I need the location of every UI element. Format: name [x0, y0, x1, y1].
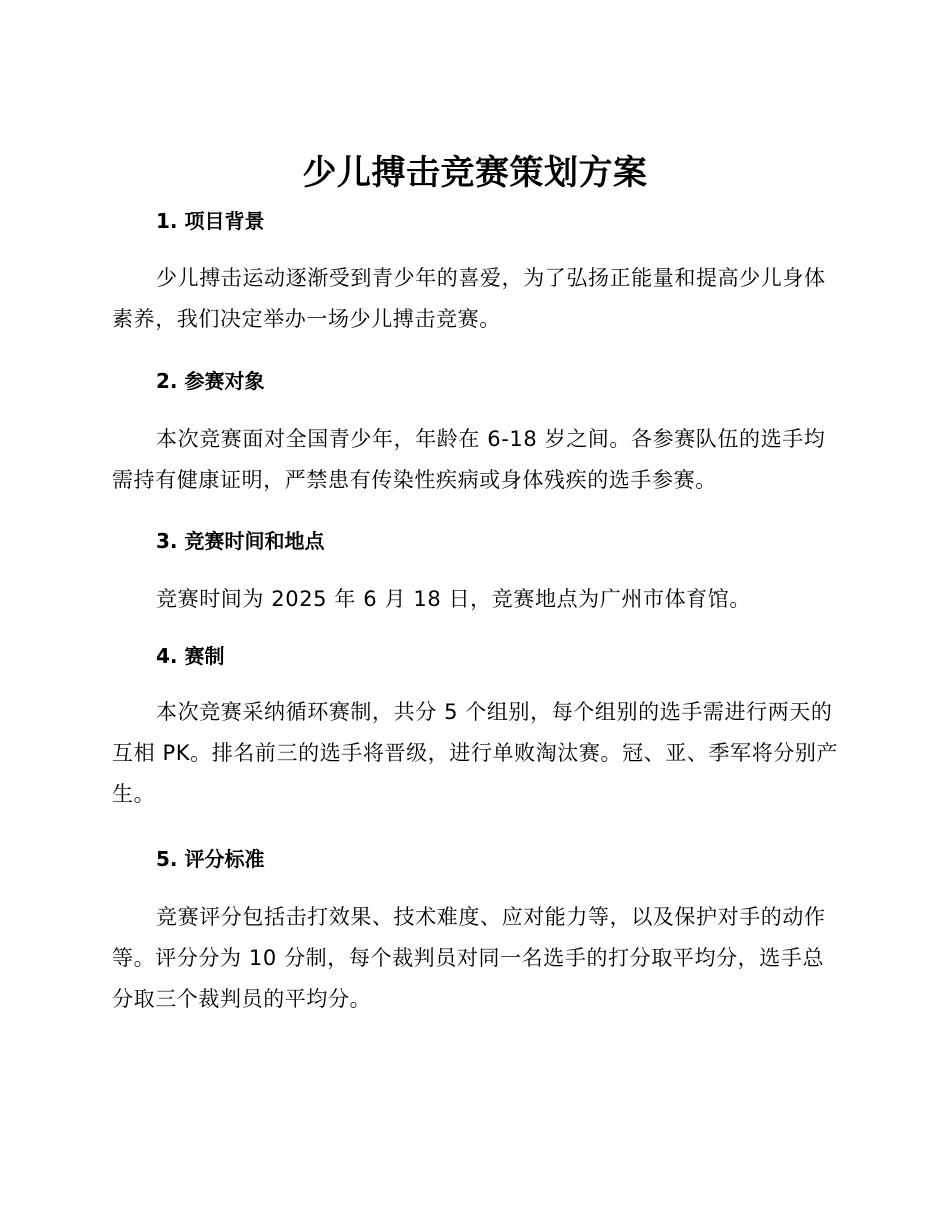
- section-heading-time-location: 3. 竞赛时间和地点: [156, 529, 325, 553]
- section-heading-background: 1. 项目背景: [156, 209, 265, 233]
- section-body-scoring: 竞赛评分包括击打效果、技术难度、应对能力等，以及保护对手的动作等。评分分为 10 分制，每个裁判员对同一名选手的打分取平均分，选手总分取三个裁判员的平均分。: [112, 905, 826, 1011]
- section-body-time-location: 竞赛时间为 2025 年 6 月 18 日，竞赛地点为广州市体育馆。: [156, 587, 751, 611]
- document-title: 少儿搏击竞赛策划方案: [302, 153, 648, 193]
- section-heading-participants: 2. 参赛对象: [156, 369, 265, 393]
- section-body-background: 少儿搏击运动逐渐受到青少年的喜爱，为了弘扬正能量和提高少儿身体素养，我们决定举办一场少儿搏击竞赛。: [112, 266, 826, 331]
- section-heading-format: 4. 赛制: [156, 644, 225, 668]
- section-heading-scoring: 5. 评分标准: [156, 847, 265, 871]
- section-body-format: 本次竞赛采纳循环赛制，共分 5 个组别，每个组别的选手需进行两天的互相 PK。排名前三的选手将晋级，进行单败淘汰赛。冠、亚、季军将分别产生。: [112, 700, 839, 806]
- section-body-participants: 本次竞赛面对全国青少年，年龄在 6-18 岁之间。各参赛队伍的选手均需持有健康证明，严禁患有传染性疾病或身体残疾的选手参赛。: [112, 427, 826, 492]
